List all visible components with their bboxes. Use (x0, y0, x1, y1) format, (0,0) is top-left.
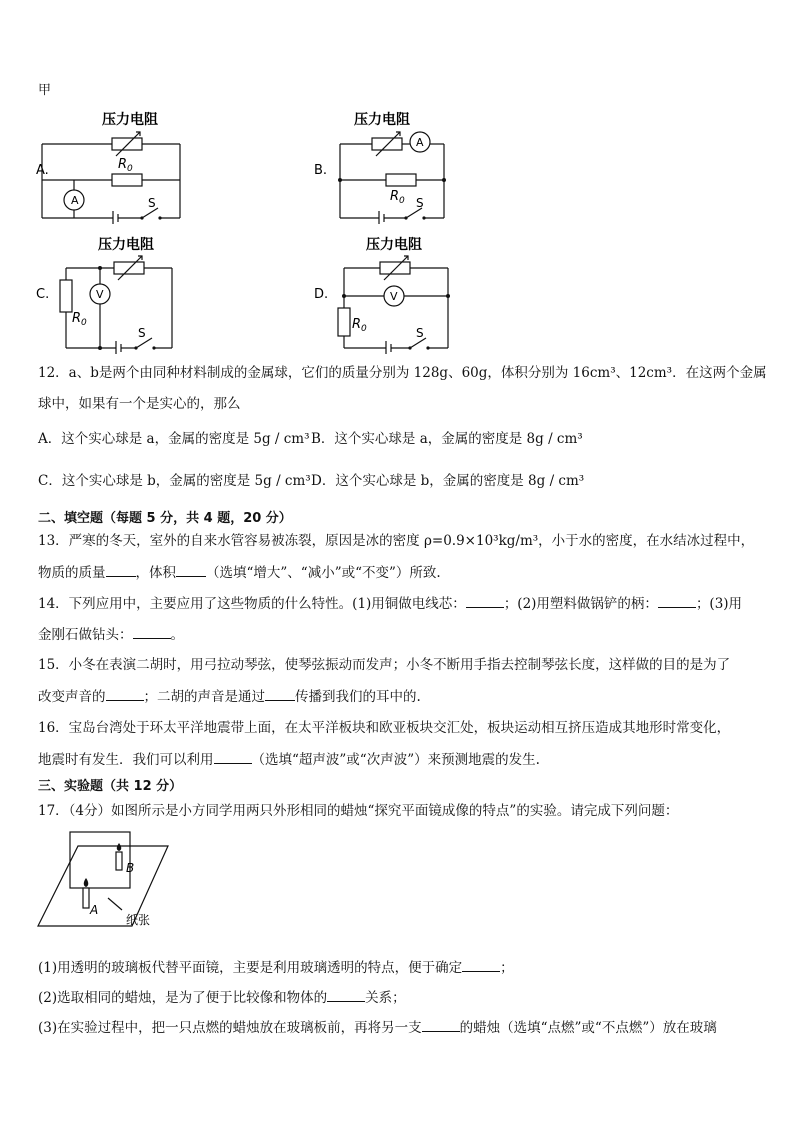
q17-text: ； (500, 960, 514, 976)
pressure-resistor-label: 压力电阻 (102, 112, 158, 128)
pressure-resistor-label: 压力电阻 (98, 237, 154, 253)
answer-blank[interactable] (466, 594, 504, 608)
answer-blank[interactable] (658, 594, 696, 608)
q17-sub2 (38, 988, 406, 1007)
r0-label: $R_0$ (72, 311, 87, 328)
ammeter-symbol: A (71, 194, 79, 207)
answer-blank[interactable] (422, 1018, 460, 1032)
candle-flame-icon (84, 878, 89, 887)
q16-text: 地震时有发生．我们可以利用 (38, 752, 214, 768)
answer-blank[interactable] (106, 563, 136, 577)
pressure-resistor-label: 压力电阻 (354, 112, 410, 128)
q16-line2 (38, 750, 540, 769)
q12-option-c: C．这个实心球是 b，金属的密度是 5g / cm³ (38, 473, 311, 489)
answer-blank[interactable] (133, 625, 171, 639)
option-label-c: C. (36, 287, 50, 302)
q13-text: （选填“增大”、“减小”或“不变”）所致. (206, 565, 441, 581)
q13-text: 物质的质量 (38, 565, 106, 581)
q15-line2 (38, 687, 421, 706)
candle-flame-icon (117, 843, 122, 851)
answer-blank[interactable] (327, 988, 365, 1002)
option-label-d: D. (314, 287, 329, 302)
q16-text: （选填“超声波”或“次声波”）来预测地震的发生. (251, 752, 540, 768)
q14-text: 金刚石做钻头： (38, 627, 133, 643)
q14-text: 。 (170, 627, 184, 643)
q15-text: ；二胡的声音是通过 (143, 689, 265, 705)
paper-label: 纸张 (126, 913, 151, 927)
answer-blank[interactable] (176, 563, 206, 577)
r0-label: $R_0$ (390, 189, 405, 206)
ammeter-symbol: A (416, 136, 424, 149)
switch-label: S (416, 196, 424, 210)
answer-blank[interactable] (265, 687, 295, 701)
circuit-c (30, 232, 230, 354)
q12-option-a: A．这个实心球是 a，金属的密度是 5g / cm³ (38, 431, 310, 447)
q14-line2 (38, 625, 184, 644)
q15-text: 改变声音的 (38, 689, 106, 705)
q17-sub1 (38, 958, 514, 977)
q14-text: ；(3)用 (695, 596, 743, 612)
candle-b-label: B (126, 861, 135, 875)
answer-blank[interactable] (462, 958, 500, 972)
option-label-a: A. (36, 163, 49, 178)
option-label-b: B. (314, 163, 328, 178)
fragment-text: 甲 (38, 83, 52, 98)
r0-label: $R_0$ (352, 317, 367, 334)
q17-sub3 (38, 1018, 717, 1037)
circuit-a (30, 106, 230, 224)
q17-intro: 17．（4分）如图所示是小方同学用两只外形相同的蜡烛“探究平面镜成像的特点”的实验。请完成下列问题： (38, 803, 679, 819)
voltmeter-symbol: V (390, 290, 398, 303)
mirror-experiment-figure (36, 830, 186, 940)
candle-a-label: A (90, 903, 99, 917)
q13-line1: 13．严寒的冬天，室外的自来水管容易被冻裂，原因是冰的密度 ρ=0.9×10³kg/m³，小于水的密度，在水结冰过程中， (38, 533, 755, 549)
q15-line1: 15．小冬在表演二胡时，用弓拉动琴弦，使琴弦振动而发声；小冬不断用手指去控制琴弦长度，这样做的目的是为了 (38, 657, 731, 673)
section-heading-fill-in: 二、填空题（每题 5 分，共 4 题，20 分） (38, 511, 292, 526)
q17-text: (3)在实验过程中，把一只点燃的蜡烛放在玻璃板前，再将另一支 (38, 1020, 422, 1036)
pressure-resistor-label: 压力电阻 (366, 237, 422, 253)
q15-text: 传播到我们的耳中的. (295, 689, 421, 705)
q12-line1: 12．a、b是两个由同种材料制成的金属球，它们的质量分别为 128g、60g，体积分别为 16cm³、12cm³．在这两个金属 (38, 365, 767, 381)
q17-text: 关系； (365, 990, 406, 1006)
answer-blank[interactable] (106, 687, 144, 701)
voltmeter-symbol: V (96, 288, 104, 301)
q13-text: ，体积 (135, 565, 176, 581)
circuit-b (310, 106, 480, 224)
q14-text: 14．下列应用中，主要应用了这些物质的什么特性。(1)用铜做电线芯： (38, 596, 466, 612)
q17-text: (1)用透明的玻璃板代替平面镜，主要是利用玻璃透明的特点，便于确定 (38, 960, 463, 976)
answer-blank[interactable] (214, 750, 252, 764)
q14-text: ；(2)用塑料做锅铲的柄： (503, 596, 658, 612)
q14-line1 (38, 594, 742, 613)
q17-text: (2)选取相同的蜡烛，是为了便于比较像和物体的 (38, 990, 328, 1006)
q12-option-b: B．这个实心球是 a，金属的密度是 8g / cm³ (311, 431, 583, 447)
r0-label: $R_0$ (118, 157, 133, 174)
switch-label: S (416, 326, 424, 340)
q12-option-d: D．这个实心球是 b，金属的密度是 8g / cm³ (311, 473, 585, 489)
q13-line2 (38, 563, 441, 582)
switch-label: S (148, 196, 156, 210)
section-heading-experiment: 三、实验题（共 12 分） (38, 779, 183, 794)
q16-line1: 16．宝岛台湾处于环太平洋地震带上面，在太平洋板块和欧亚板块交汇处，板块运动相互挤压造成其地形时常变化， (38, 720, 731, 736)
q17-text: 的蜡烛（选填“点燃”或“不点燃”）放在玻璃 (459, 1020, 717, 1036)
switch-label: S (138, 326, 146, 340)
circuit-d (310, 232, 480, 354)
q12-line2: 球中，如果有一个是实心的，那么 (38, 396, 241, 412)
